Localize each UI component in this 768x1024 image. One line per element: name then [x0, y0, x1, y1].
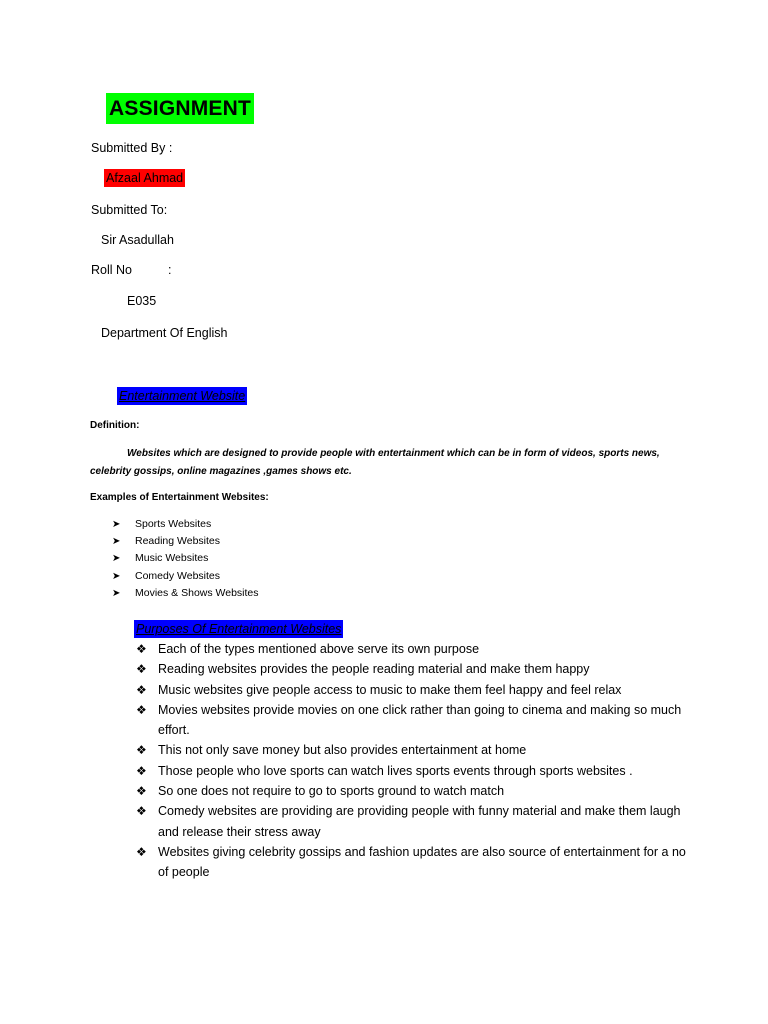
list-item-label: Sports Websites	[135, 518, 212, 530]
list-item	[136, 639, 696, 659]
assignment-title: ASSIGNMENT	[106, 93, 254, 124]
diamond-icon: ❖	[136, 763, 147, 778]
list-item-label: Music Websites	[135, 552, 209, 565]
purposes-list	[136, 639, 696, 883]
arrow-icon: ➤	[112, 519, 121, 530]
diamond-icon: ❖	[136, 642, 147, 656]
list-item	[136, 761, 696, 781]
list-item	[112, 533, 259, 550]
list-item-label: Comedy websites are providing are providing people with funny material and make them laugh and release their stress away	[158, 804, 681, 839]
examples-label: Examples of Entertainment Websites:	[90, 492, 269, 503]
section-title-entertainment-website: Entertainment Website	[119, 389, 246, 403]
roll-no-value: E035	[127, 294, 157, 308]
list-item	[136, 801, 696, 842]
section-title-purposes: Purposes Of Entertainment Websites	[136, 622, 342, 636]
list-item	[112, 550, 259, 567]
roll-no-label: Roll No	[91, 263, 132, 277]
submitted-by-label: Submitted By :	[91, 141, 173, 155]
list-item	[112, 585, 259, 602]
diamond-icon: ❖	[136, 784, 147, 799]
arrow-icon: ➤	[112, 570, 121, 582]
diamond-icon: ❖	[136, 844, 147, 859]
definition-text: Websites which are designed to provide people with entertainment which can be in form of videos, sports news, celebrity gossips, online magazines ,games shows etc.	[90, 448, 660, 477]
list-item	[136, 700, 696, 741]
list-item	[112, 516, 259, 533]
list-item-label: Comedy Websites	[135, 569, 221, 582]
list-item-label: This not only save money but also provides entertainment at home	[158, 743, 527, 758]
arrow-icon: ➤	[112, 553, 121, 565]
list-item	[136, 740, 696, 760]
diamond-icon: ❖	[136, 804, 147, 819]
list-item-label: Music websites give people access to music to make them feel happy and feel relax	[158, 682, 622, 697]
diamond-icon: ❖	[136, 743, 147, 758]
roll-no-colon: :	[168, 263, 172, 277]
list-item-label: Each of the types mentioned above serve its own purpose	[158, 642, 480, 656]
list-item	[136, 659, 696, 679]
arrow-icon: ➤	[112, 536, 121, 548]
list-item-label: Movies & Shows Websites	[135, 586, 259, 599]
list-item	[136, 781, 696, 801]
examples-list	[112, 516, 259, 602]
department: Department Of English	[101, 326, 228, 340]
list-item-label: Reading Websites	[135, 535, 221, 548]
submitted-to-label: Submitted To:	[91, 203, 168, 217]
diamond-icon: ❖	[136, 702, 147, 717]
diamond-icon: ❖	[136, 682, 147, 697]
arrow-icon: ➤	[112, 587, 121, 599]
definition-label: Definition:	[90, 420, 140, 431]
list-item	[136, 842, 696, 883]
diamond-icon: ❖	[136, 662, 147, 677]
student-name: Afzaal Ahmad	[106, 171, 184, 185]
list-item-label: So one does not require to go to sports ground to watch match	[158, 784, 505, 799]
list-item-label: Movies websites provide movies on one click rather than going to cinema and making so much effort.	[158, 702, 682, 738]
list-item	[112, 568, 259, 585]
list-item-label: Websites giving celebrity gossips and fashion updates are also source of entertainment for a no of people	[158, 844, 686, 880]
list-item-label: Those people who love sports can watch lives sports events through sports websites .	[158, 763, 633, 778]
teacher-name: Sir Asadullah	[101, 233, 174, 247]
list-item-label: Reading websites provides the people reading material and make them happy	[158, 662, 590, 677]
list-item	[136, 680, 696, 700]
